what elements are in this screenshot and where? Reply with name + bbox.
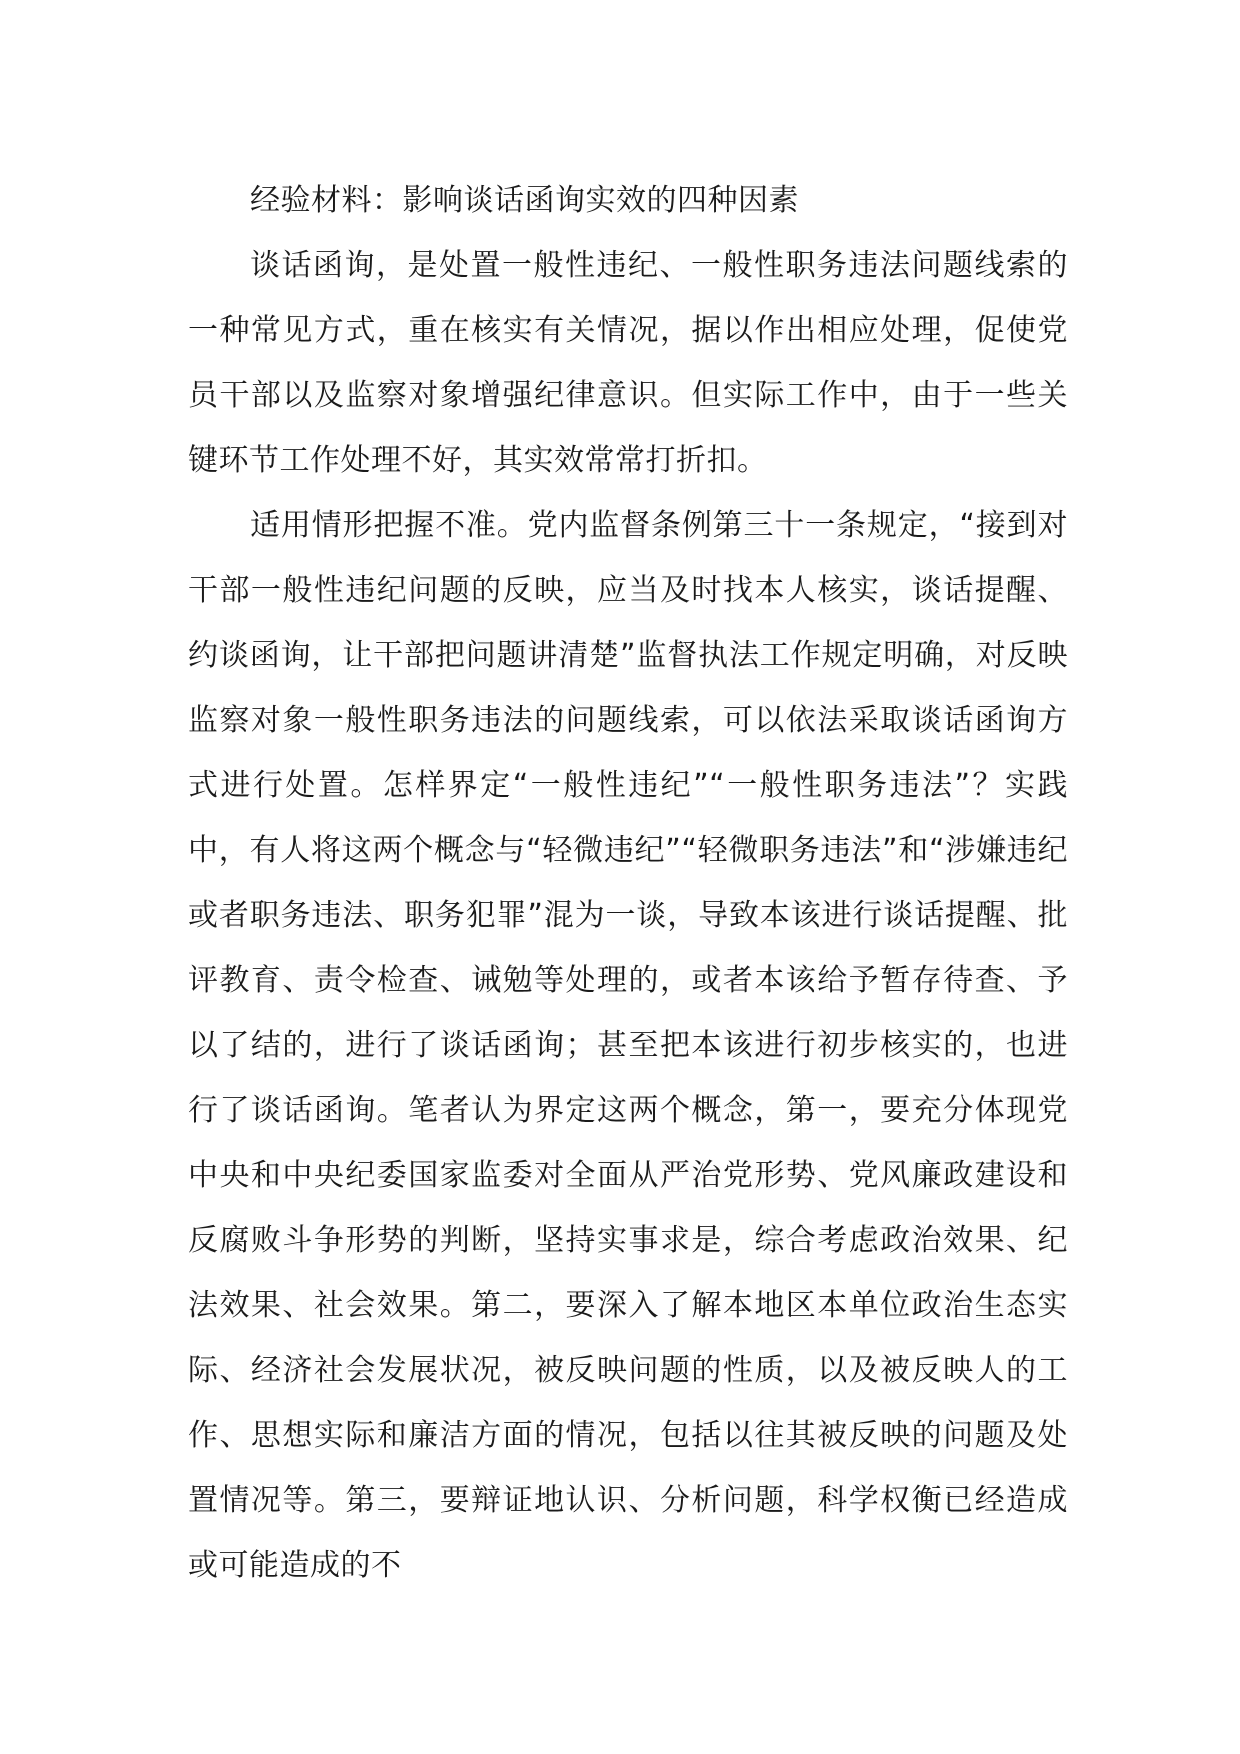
document-title: 经验材料：影响谈话函询实效的四种因素 [250,183,799,218]
document-body [188,168,1068,1598]
paragraph-intro: 谈话函询，是处置一般性违纪、一般性职务违法问题线索的一种常见方式，重在核实有关情况，据以作出相应处理，促使党员干部以及监察对象增强纪律意识。但实际工作中，由于一些关键环节工作处理不好，其实效常常打折扣。 [188,248,1068,478]
paragraph-applicable-situations: 适用情形把握不准。党内监督条例第三十一条规定，“接到对干部一般性违纪问题的反映，应当及时找本人核实，谈话提醒、约谈函询，让干部把问题讲清楚”监督执法工作规定明确，对反映监察对象一般性职务违法的问题线索，可以依法采取谈话函询方式进行处置。怎样界定“一般性违纪”“一般性职务违法”？实践中，有人将这两个概念与“轻微违纪”“轻微职务违法”和“涉嫌违纪或者职务违法、职务犯罪”混为一谈，导致本该进行谈话提醒、批评教育、责令检查、诫勉等处理的，或者本该给予暂存待查、予以了结的，进行了谈话函询；甚至把本该进行初步核实的，也进行了谈话函询。笔者认为界定这两个概念，第一，要充分体现党中央和中央纪委国家监委对全面从严治党形势、党风廉政建设和反腐败斗争形势的判断，坚持实事求是，综合考虑政治效果、纪法效果、社会效果。第二，要深入了解本地区本单位政治生态实际、经济社会发展状况，被反映问题的性质，以及被反映人的工作、思想实际和廉洁方面的情况，包括以往其被反映的问题及处置情况等。第三，要辩证地认识、分析问题，科学权衡已经造成或可能造成的不 [188,508,1068,1583]
